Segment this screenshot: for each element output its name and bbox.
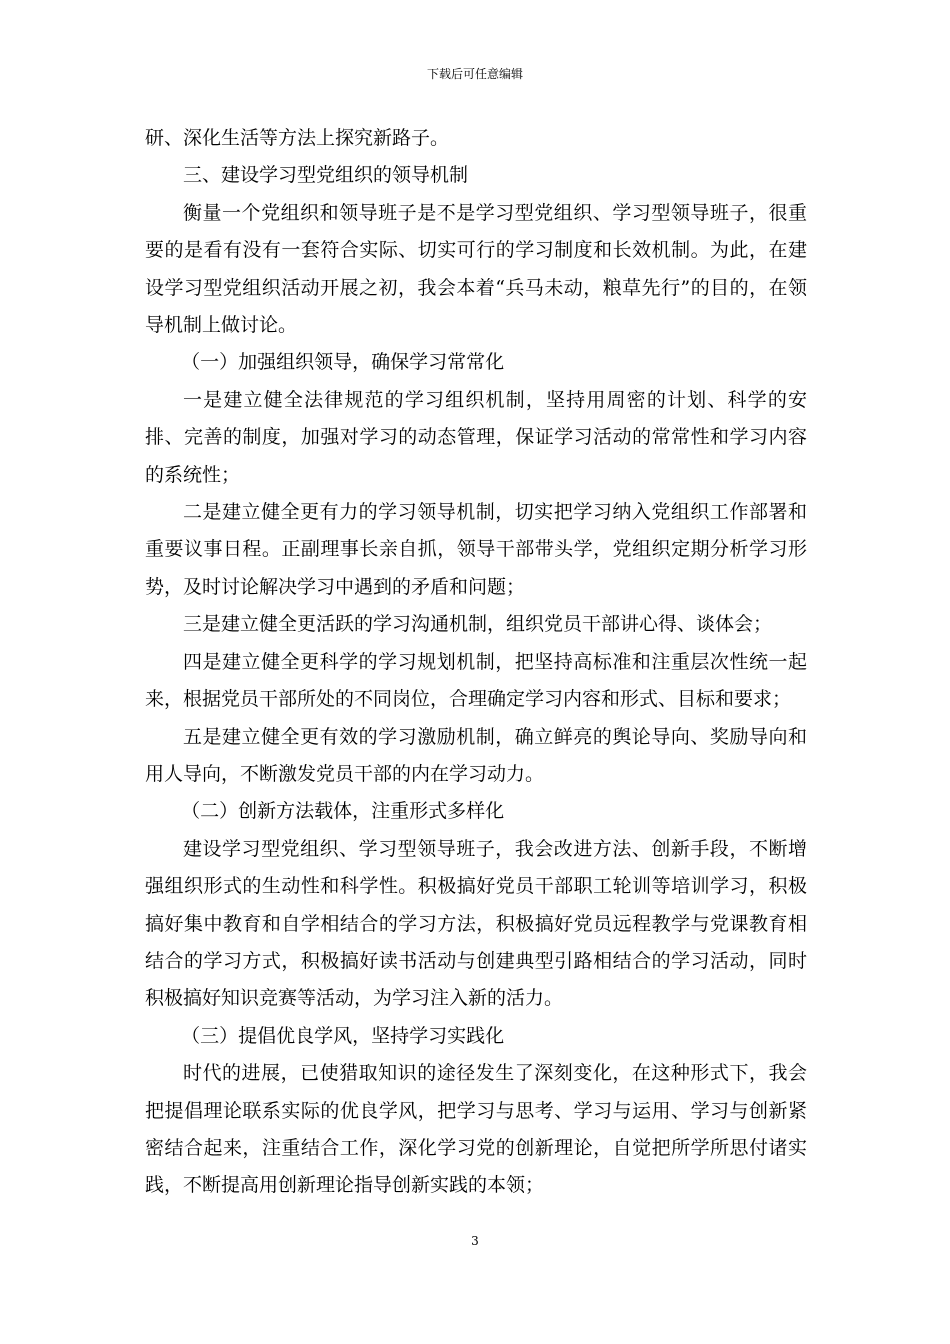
paragraph: 时代的进展，已使猎取知识的途径发生了深刻变化，在这种形式下，我会把提倡理论联系实际的优良学风，把学习与思考、学习与运用、学习与创新紧密结合起来，注重结合工作，深化学习党的创新理论，自觉把所学所思付诸实践，不断提高用创新理论指导创新实践的本领； [145, 1062, 807, 1197]
paragraph: 一是建立健全法律规范的学习组织机制，坚持用周密的计划、科学的安排、完善的制度，加强对学习的动态管理，保证学习活动的常常性和学习内容的系统性； [145, 388, 807, 486]
paragraph: 四是建立健全更科学的学习规划机制，把坚持高标准和注重层次性统一起来，根据党员干部所处的不同岗位，合理确定学习内容和形式、目标和要求； [145, 650, 807, 711]
section-heading: 三、建设学习型党组织的领导机制 [183, 164, 469, 187]
document-body [145, 120, 807, 1205]
paragraph: 衡量一个党组织和领导班子是不是学习型党组织、学习型领导班子，很重要的是看有没有一套符合实际、切实可行的学习制度和长效机制。为此，在建设学习型党组织活动开展之初，我会本着“兵马未动，粮草先行”的目的，在领导机制上做讨论。 [145, 201, 807, 337]
paragraph: 建设学习型党组织、学习型领导班子，我会改进方法、创新手段，不断增强组织形式的生动性和科学性。积极搞好党员干部职工轮训等培训学习，积极搞好集中教育和自学相结合的学习方法，积极搞好党员远程教学与党课教育相结合的学习方式，积极搞好读书活动与创建典型引路相结合的学习活动，同时积极搞好知识竞赛等活动，为学习注入新的活力。 [145, 837, 807, 1010]
paragraph-continuation: 研、深化生活等方法上探究新路子。 [145, 127, 450, 149]
subsection-heading: （三）提倡优良学风，坚持学习实践化 [181, 1024, 505, 1047]
page-header: 下载后可任意编辑 [426, 67, 523, 81]
paragraph: 二是建立健全更有力的学习领导机制，切实把学习纳入党组织工作部署和重要议事日程。正副理事长亲自抓，领导干部带头学，党组织定期分析学习形势，及时讨论解决学习中遇到的矛盾和问题； [145, 501, 807, 598]
subsection-heading: （一）加强组织领导，确保学习常常化 [181, 351, 505, 374]
paragraph: 三是建立健全更活跃的学习沟通机制，组织党员干部讲心得、谈体会； [183, 613, 773, 636]
subsection-heading: （二）创新方法载体，注重形式多样化 [181, 800, 505, 823]
paragraph: 五是建立健全更有效的学习激励机制，确立鲜亮的舆论导向、奖励导向和用人导向，不断激发党员干部的内在学习动力。 [145, 725, 807, 785]
page-number: 3 [471, 1234, 479, 1248]
